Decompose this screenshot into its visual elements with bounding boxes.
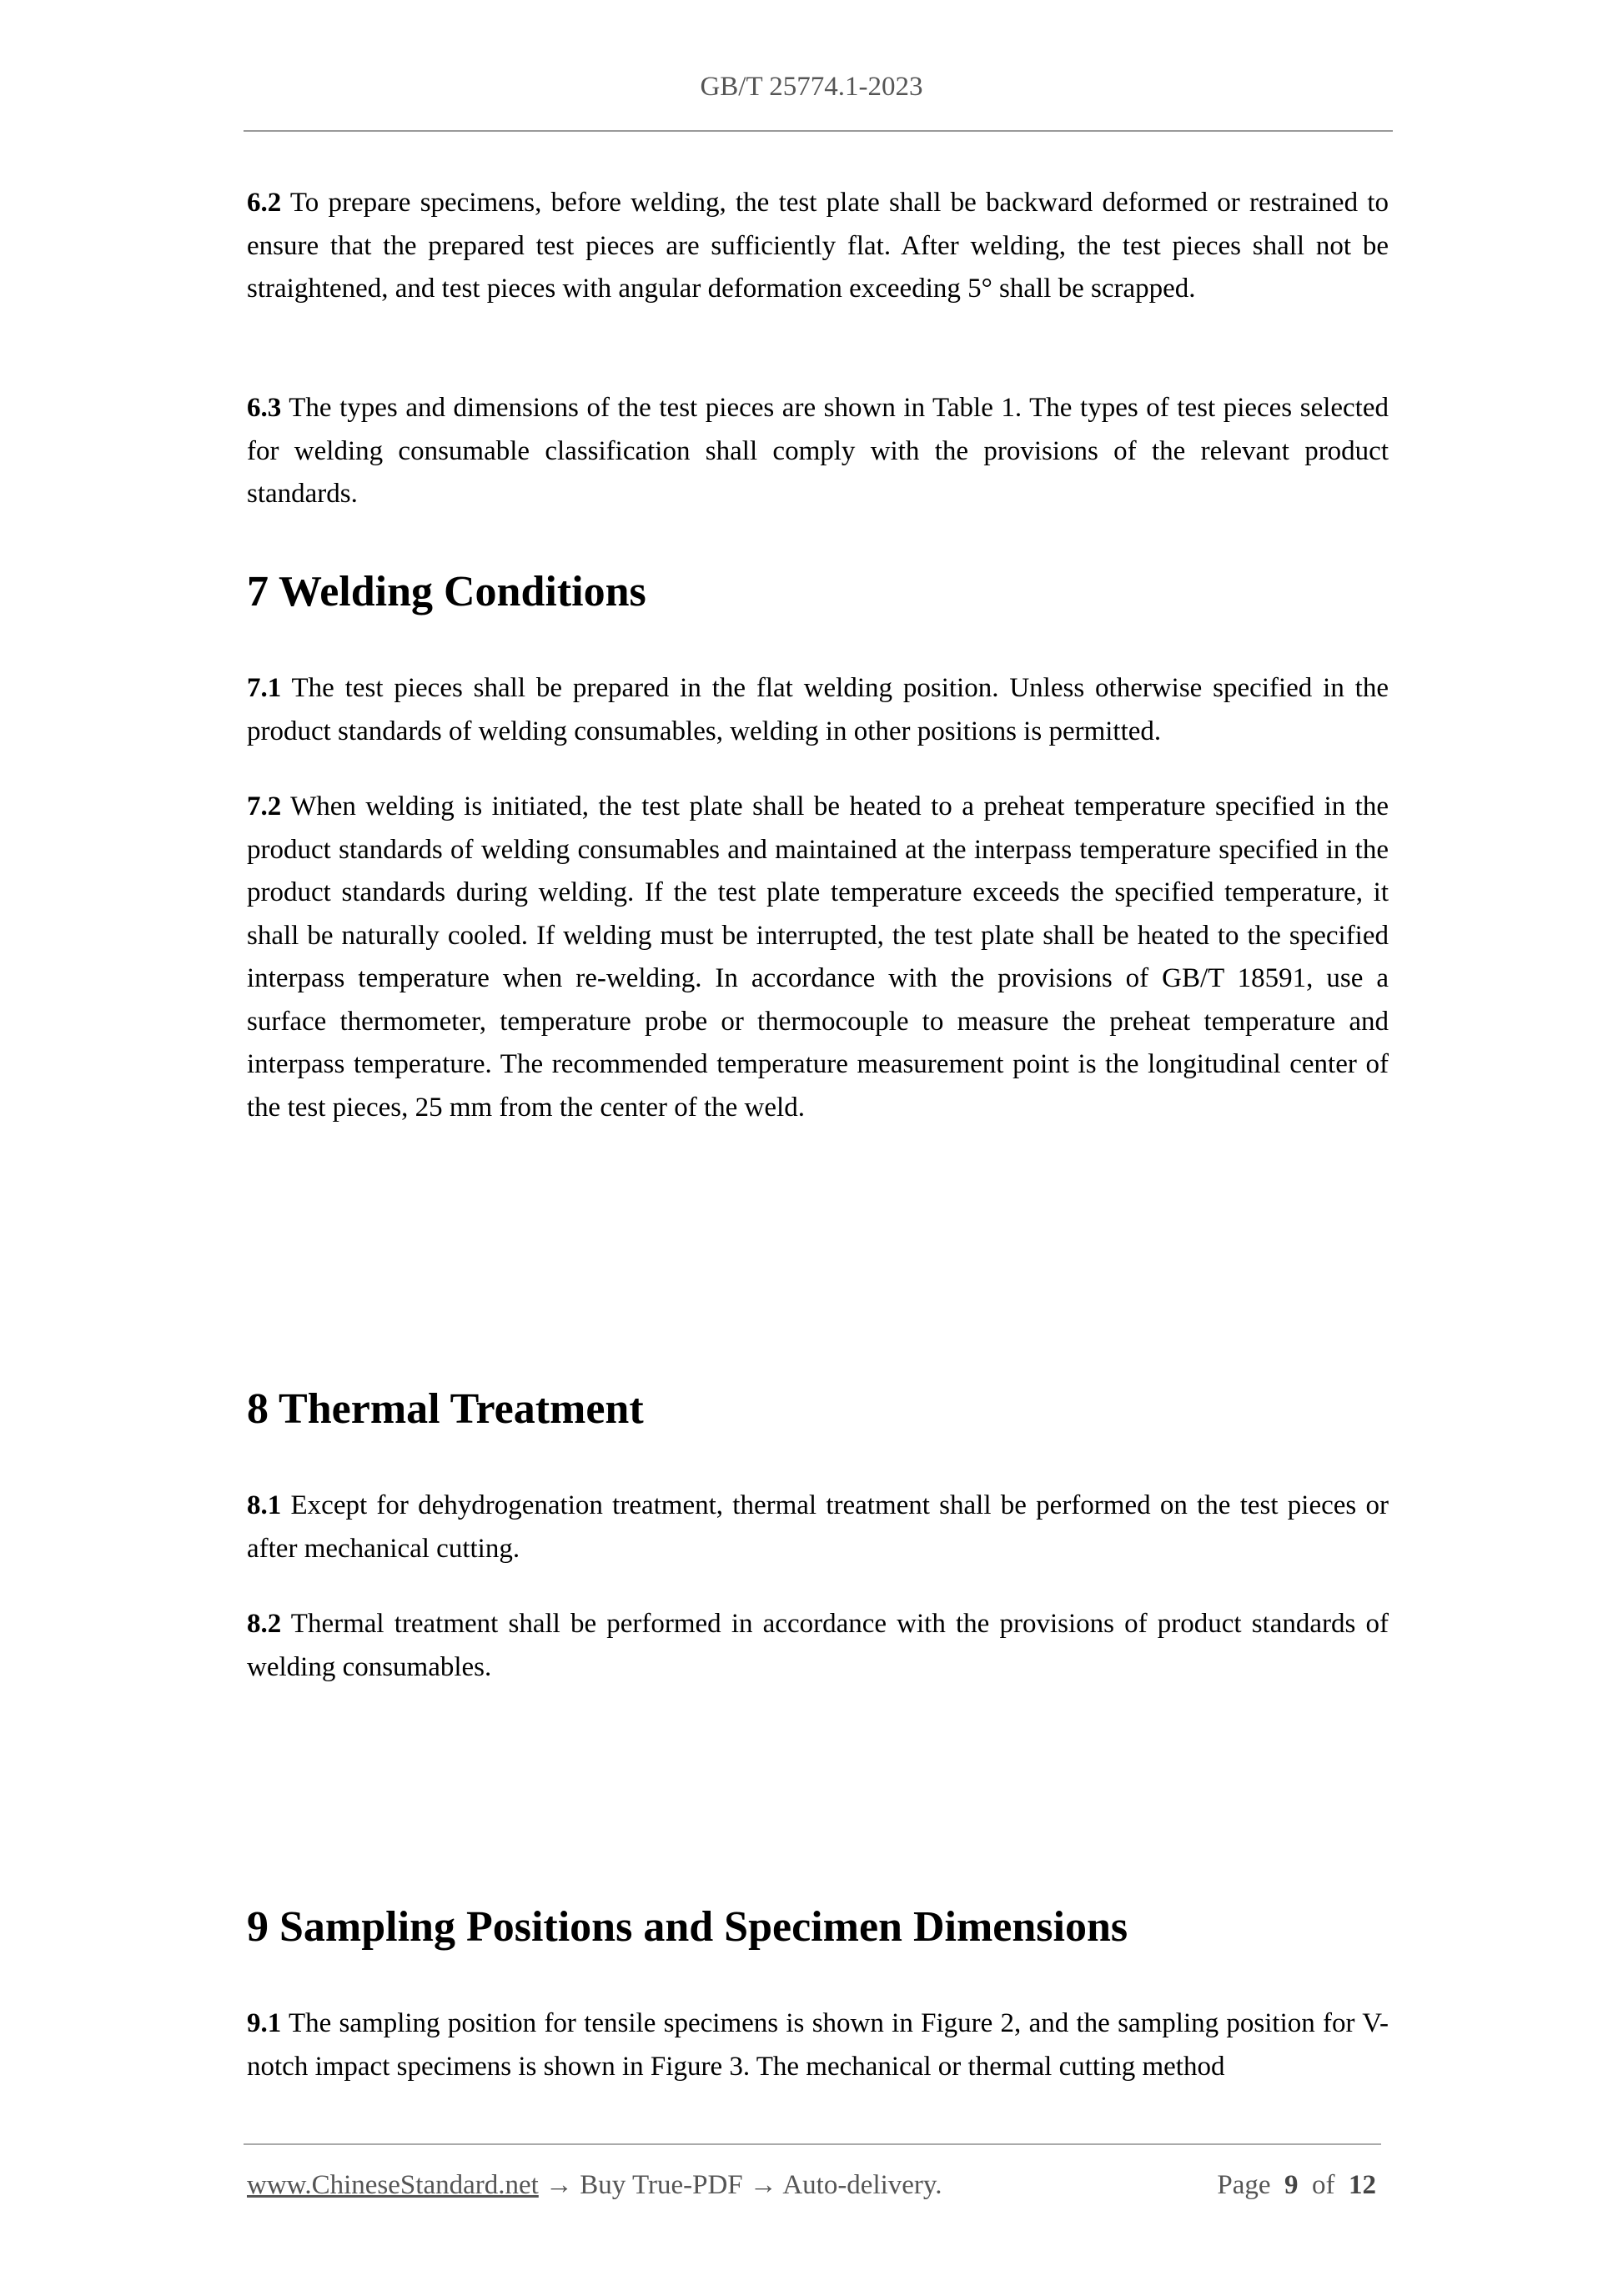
- page-indicator: [1217, 2167, 1376, 2203]
- footer: [247, 2167, 1376, 2203]
- paragraph-6-3: [247, 387, 1389, 516]
- clause-number: 8.2: [247, 1609, 282, 1639]
- current-page: 9: [1284, 2170, 1299, 2200]
- clause-text: The sampling position for tensile specimens is shown in Figure 2, and the sampling position for V-notch impact specimens is shown in Figure 3. The mechanical or thermal cutting method: [247, 2008, 1389, 2082]
- clause-number: 8.1: [247, 1490, 282, 1520]
- clause-text: When welding is initiated, the test plate shall be heated to a preheat temperature specified in the product standards of welding consumables and maintained at the interpass temperature specified in the product standards during welding. If the test plate temperature exceeds the specified temperature, it shall be naturally cooled. If welding must be interrupted, the test plate shall be heated to the specified interpass temperature when re-welding. In accordance with the provisions of GB/T 18591, use a surface thermometer, temperature probe or thermocouple to measure the preheat temperature and interpass temperature. The recommended temperature measurement point is the longitudinal center of the test pieces, 25 mm from the center of the weld.: [247, 791, 1389, 1123]
- paragraph-8-1: [247, 1485, 1389, 1570]
- paragraph-7-2: [247, 786, 1389, 1129]
- clause-number: 6.2: [247, 188, 282, 218]
- paragraph-9-1: [247, 2002, 1389, 2088]
- clause-text: Thermal treatment shall be performed in accordance with the provisions of product standards of welding consumables.: [247, 1609, 1389, 1682]
- paragraph-6-2: [247, 182, 1389, 311]
- section-heading-7: 7 Welding Conditions: [247, 568, 646, 615]
- clause-text: The test pieces shall be prepared in the flat welding position. Unless otherwise specified in the product standards of welding consumables, welding in other positions is permitted.: [247, 673, 1389, 746]
- clause-number: 9.1: [247, 2008, 282, 2038]
- arrow-icon: →: [538, 2170, 580, 2200]
- footer-divider: [244, 2143, 1381, 2145]
- clause-text: The types and dimensions of the test pieces are shown in Table 1. The types of test pieces selected for welding consumable classification shall comply with the provisions of the relevant product standards.: [247, 393, 1389, 509]
- website-link[interactable]: www.ChineseStandard.net: [247, 2170, 539, 2200]
- clause-number: 7.1: [247, 673, 282, 703]
- paragraph-8-2: [247, 1603, 1389, 1689]
- total-pages: 12: [1349, 2170, 1376, 2200]
- of-label: of: [1312, 2170, 1335, 2200]
- section-heading-8: 8 Thermal Treatment: [247, 1385, 644, 1433]
- document-id-header: GB/T 25774.1-2023: [700, 72, 923, 102]
- clause-text: To prepare specimens, before welding, the test plate shall be backward deformed or restrained to ensure that the prepared test pieces are sufficiently flat. After welding, the test pieces shall not be straightened, and test pieces with angular deformation exceeding 5° shall be scrapped.: [247, 188, 1389, 304]
- clause-number: 6.3: [247, 393, 282, 423]
- header-divider: [244, 130, 1393, 132]
- clause-text: Except for dehydrogenation treatment, thermal treatment shall be performed on the test pieces or after mechanical cutting.: [247, 1490, 1389, 1564]
- paragraph-7-1: [247, 667, 1389, 753]
- clause-number: 7.2: [247, 791, 282, 821]
- buy-text: Buy True-PDF: [580, 2170, 743, 2200]
- arrow-icon: →: [742, 2170, 783, 2200]
- auto-delivery-text: Auto-delivery.: [782, 2170, 942, 2200]
- page-label: Page: [1217, 2170, 1271, 2200]
- section-heading-9: 9 Sampling Positions and Specimen Dimensions: [247, 1903, 1128, 1951]
